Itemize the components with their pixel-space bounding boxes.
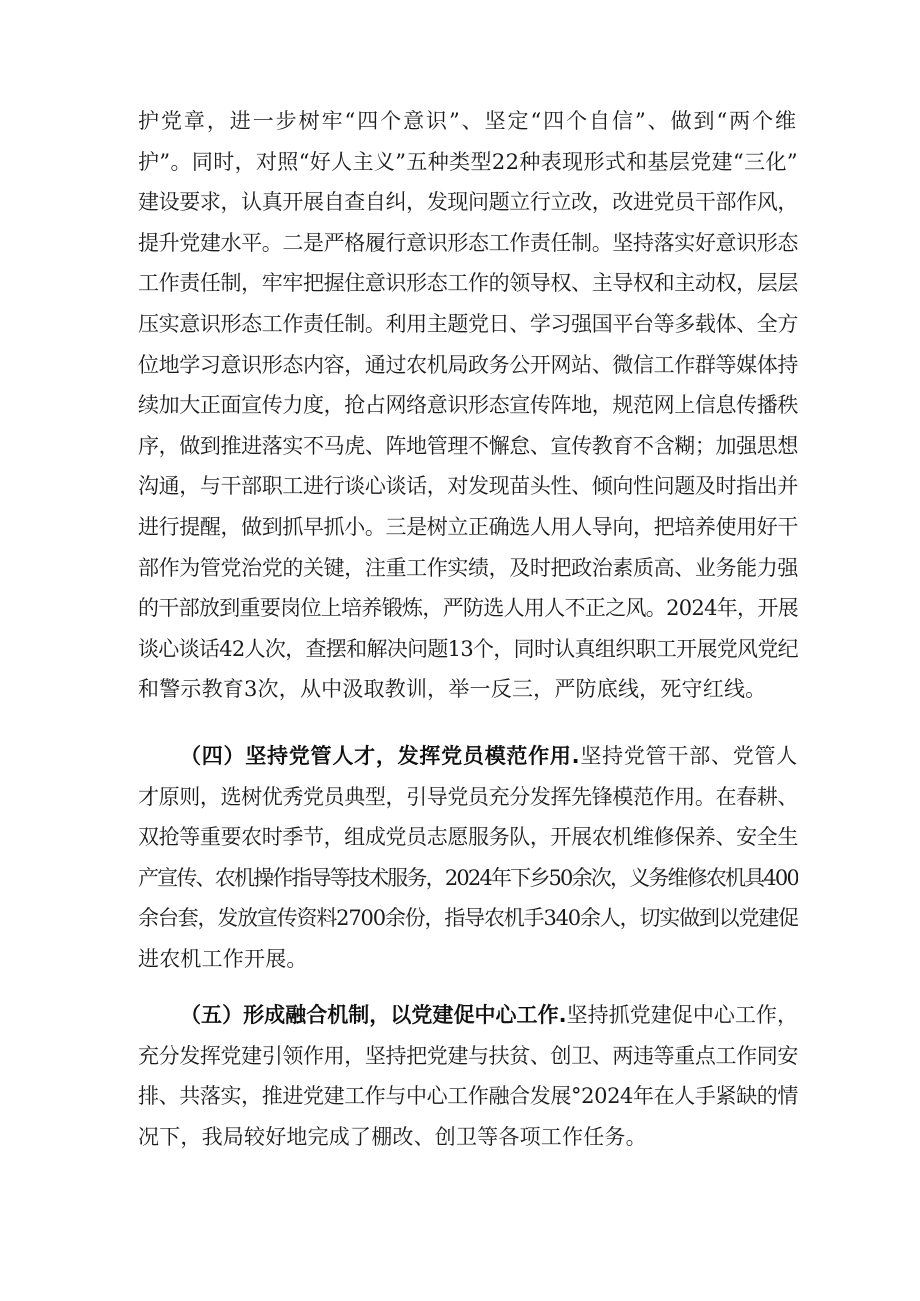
text-line: 位地学习意识形态内容，通过农机局政务公开网站、微信工作群等媒体持 — [138, 352, 798, 377]
text-line: 才原则，选树优秀党员典型，引导党员充分发挥先锋模范作用。在春耕、 — [138, 784, 798, 809]
section-first-line — [138, 736, 798, 777]
text-line: 产宣传、农机操作指导等技术服务，2024年下乡50余次，义务维修农机具400 — [138, 865, 798, 890]
section-five — [138, 995, 798, 1157]
text-line: 况下，我局较好地完成了棚改、创卫等各项工作任务。 — [138, 1124, 647, 1149]
section-heading: （四）坚持党管人才，发挥党员模范作用. — [180, 744, 581, 768]
text-line: 充分发挥党建引领作用，坚持把党建与扶贫、创卫、两违等重点工作同安 — [138, 1043, 798, 1068]
text-line: 双抢等重要农时季节，组成党员志愿服务队，开展农机维修保养、安全生 — [138, 825, 798, 850]
section-first-text: 坚持党管干部、党管人 — [580, 744, 798, 768]
text-line: 余台套，发放宣传资料2700余份，指导农机手340余人，切实做到以党建促 — [138, 906, 798, 931]
text-line: 序，做到推进落实不马虎、阵地管理不懈怠、宣传教育不含糊；加强思想 — [138, 433, 798, 458]
text-line: 提升党建水平。二是严格履行意识形态工作责任制。坚持落实好意识形态 — [138, 230, 798, 255]
text-line: 工作责任制，牢牢把握住意识形态工作的领导权、主导权和主动权，层层 — [138, 271, 798, 296]
paragraph-party-discipline — [138, 101, 798, 710]
text-line: 的干部放到重要岗位上培养锻炼，严防选人用人不正之风。2024年，开展 — [138, 596, 798, 621]
text-line: 护”。同时，对照“好人主义”五种类型22种表现形式和基层党建“三化” — [138, 149, 798, 174]
section-first-line — [138, 995, 798, 1036]
text-line: 沟通，与干部职工进行谈心谈话，对发现苗头性、倾向性问题及时指出并 — [138, 474, 798, 499]
text-line: 排、共落实，推进党建工作与中心工作融合发展°2024年在人手紧缺的情 — [138, 1084, 798, 1109]
text-line: 谈心谈话42人次，查摆和解决问题13个，同时认真组织职工开展党风党纪 — [138, 636, 798, 661]
text-line: 进行提醒，做到抓早抓小。三是树立正确选人用人导向，把培养使用好干 — [138, 514, 798, 539]
text-line: 建设要求，认真开展自查自纠，发现问题立行立改，改进党员干部作风， — [138, 190, 798, 215]
section-heading: （五）形成融合机制，以党建促中心工作. — [180, 1003, 567, 1027]
text-line: 进农机工作开展。 — [138, 946, 308, 971]
text-line: 和警示教育3次，从中汲取教训，举一反三，严防底线，死守红线。 — [138, 677, 767, 702]
section-four — [138, 736, 798, 980]
text-line: 续加大正面宣传力度，抢占网络意识形态宣传阵地，规范网上信息传播秩 — [138, 393, 798, 418]
section-first-text: 坚持抓党建促中心工作， — [566, 1003, 798, 1027]
text-line: 压实意识形态工作责任制。利用主题党日、学习强国平台等多载体、全方 — [138, 311, 798, 336]
text-line: 部作为管党治党的关键，注重工作实绩，及时把政治素质高、业务能力强 — [138, 555, 798, 580]
text-line: 护党章，进一步树牢“四个意识”、坚定“四个自信”、做到“两个维 — [138, 109, 798, 133]
